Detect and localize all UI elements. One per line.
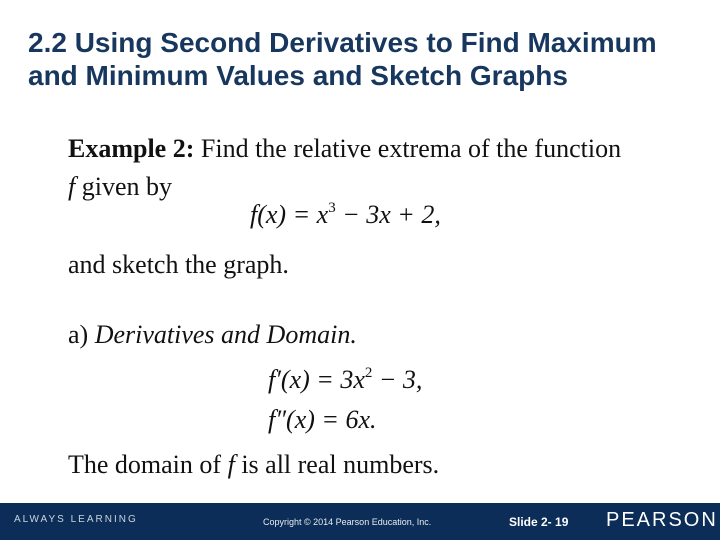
domain-after: is all real numbers.	[234, 450, 440, 479]
part-a-text: Derivatives and Domain.	[94, 320, 357, 349]
example-line-2	[68, 172, 172, 202]
part-a-prefix: a)	[68, 320, 95, 349]
footer-bar	[0, 503, 720, 540]
function-formula	[250, 200, 441, 230]
pearson-logo: PEARSON	[606, 509, 718, 531]
example-text: Find the relative extrema of the function	[200, 134, 622, 163]
formula-lhs: f	[250, 200, 258, 229]
second-derivative-formula: f″(x) = 6x.	[268, 405, 377, 434]
function-name: f	[68, 172, 76, 201]
first-derivative-formula	[268, 365, 422, 395]
given-by-text: given by	[81, 172, 172, 201]
example-line	[68, 134, 621, 164]
example-label: Example 2:	[68, 134, 195, 163]
part-a-heading	[68, 320, 357, 350]
domain-before: The domain of	[68, 450, 228, 479]
first-derivative-rhs: − 3,	[372, 365, 423, 394]
domain-function: f	[227, 450, 235, 479]
formula-arg: (x) = x	[257, 200, 329, 229]
sketch-instruction: and sketch the graph.	[68, 250, 289, 279]
formula-rhs: − 3x + 2,	[335, 200, 441, 229]
first-derivative-exponent: 2	[364, 365, 373, 381]
formula-exponent: 3	[328, 200, 336, 216]
footer-tagline: ALWAYS LEARNING	[14, 514, 138, 525]
domain-statement	[68, 450, 439, 480]
footer-copyright: Copyright © 2014 Pearson Education, Inc.	[263, 517, 432, 527]
first-derivative-lhs: f′(x) = 3x	[268, 365, 365, 394]
slide-title: 2.2 Using Second Derivatives to Find Maximum and Minimum Values and Sketch Graphs	[28, 27, 657, 91]
slide-number: Slide 2- 19	[509, 515, 569, 529]
